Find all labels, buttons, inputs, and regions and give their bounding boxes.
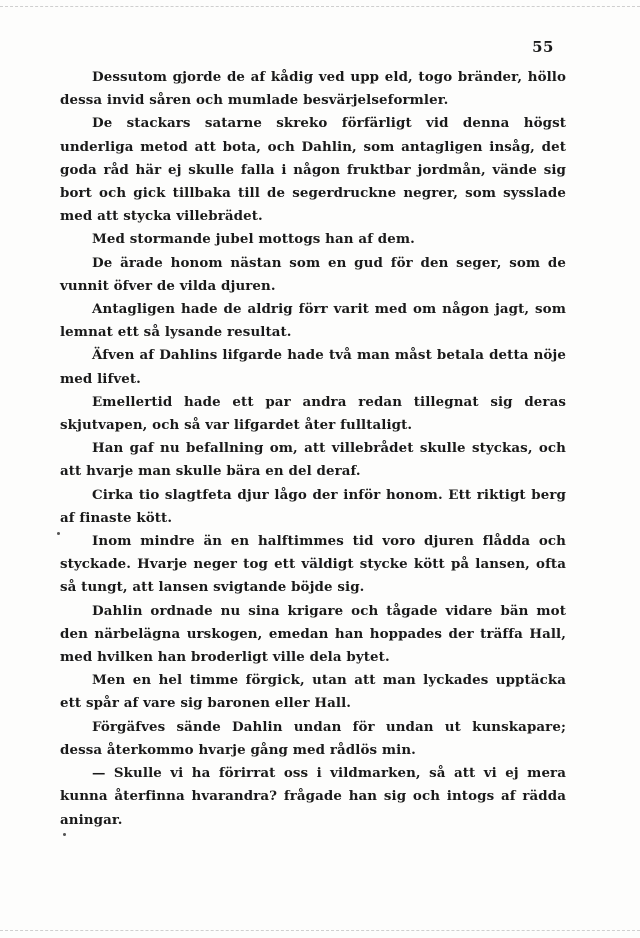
paragraph: Cirka tio slagtfeta djur lågo der inför honom. Ett riktigt berg af finaste kött. — [60, 486, 566, 526]
paragraph: Förgäfves sände Dahlin undan för undan ut kunskapare; dessa återkommo hvarje gång med rådlös min. — [60, 718, 566, 758]
paragraph: Antagligen hade de aldrig förr varit med om någon jagt, som lemnat ett så lysande resultat. — [60, 301, 566, 341]
paragraph: Inom mindre än en halftimmes tid voro djuren flådda och styckade. Hvarje neger tog ett väldigt stycke kött på lansen, ofta så tungt, att lansen svigtande böjde sig. — [60, 533, 566, 596]
paragraph: Med stormande jubel mottogs han af dem. — [92, 231, 415, 248]
page-number: 55 — [532, 38, 554, 56]
paragraph: Men en hel timme förgick, utan att man lyckades upptäcka ett spår af vare sig baronen eller Hall. — [60, 672, 566, 712]
scan-bottom-edge — [0, 930, 640, 931]
paragraph: Han gaf nu befallning om, att villebrådet skulle styckas, och att hvarje man skulle bära en del deraf. — [60, 440, 566, 480]
page-body-text — [60, 66, 566, 832]
paragraph: Dahlin ordnade nu sina krigare och tågade vidare bän mot den närbelägna urskogen, emedan han hoppades der träffa Hall, med hvilken han broderligt ville dela bytet. — [60, 602, 566, 666]
paragraph: De stackars satarne skreko förfärligt vid denna högst underliga metod att bota, och Dahlin, som antagligen insåg, det goda råd här ej skulle falla i någon fruktbar jordmån, vände sig bort och gick tillbaka till de segerdruckne negrer, som sysslade med att stycka villebrädet. — [60, 115, 566, 225]
paragraph: Dessutom gjorde de af kådig ved upp eld, togo bränder, höllo dessa invid såren och mumlade besvärjelseformler. — [60, 69, 566, 109]
scan-speck — [57, 532, 60, 535]
paragraph: Äfven af Dahlins lifgarde hade två man måst betala detta nöje med lifvet. — [60, 347, 566, 387]
paragraph: — Skulle vi ha förirrat oss i vildmarken, så att vi ej mera kunna återfinna hvarandra? frågade han sig och intogs af rädda aningar. — [60, 765, 566, 828]
scan-top-edge — [0, 6, 640, 7]
paragraph: De ärade honom nästan som en gud för den seger, som de vunnit öfver de vilda djuren. — [60, 254, 566, 294]
paragraph: Emellertid hade ett par andra redan tillegnat sig deras skjutvapen, och så var lifgardet åter fulltaligt. — [60, 393, 566, 434]
scan-speck — [63, 833, 66, 836]
